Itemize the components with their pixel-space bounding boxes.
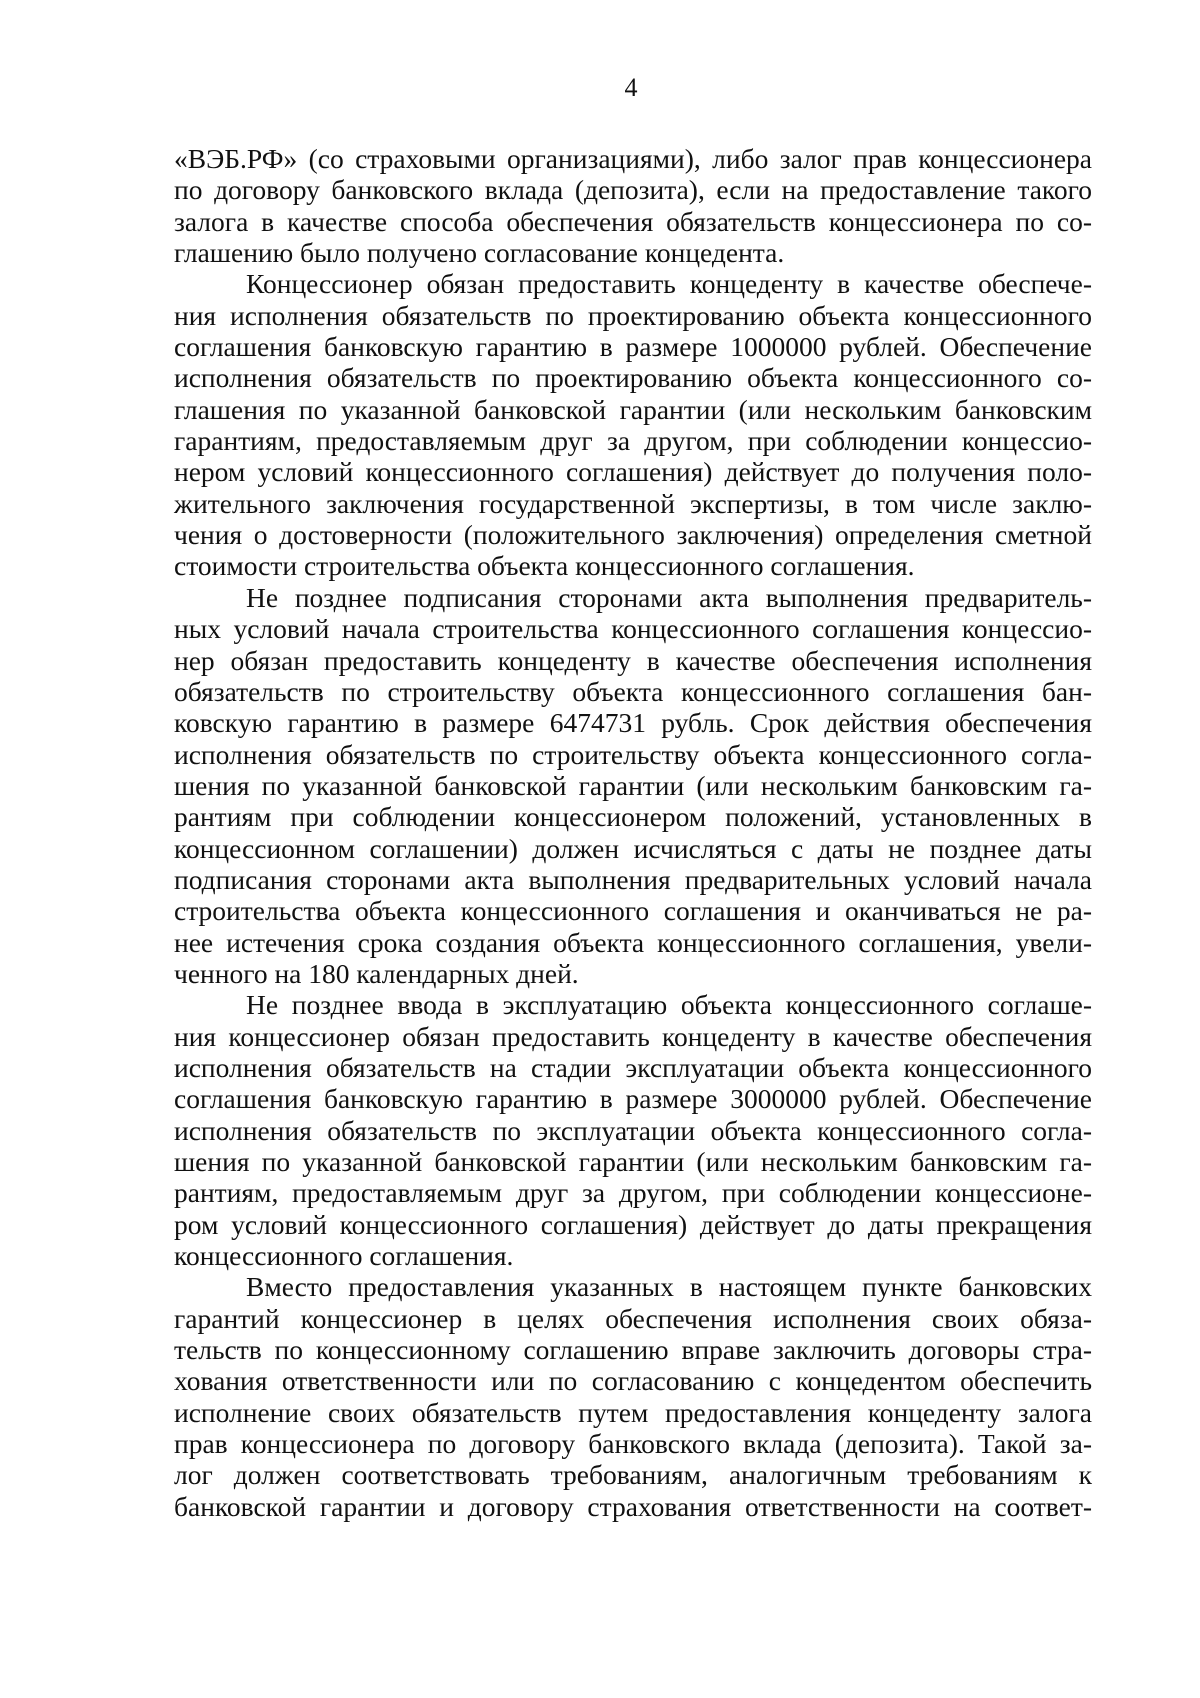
text-line: исполнения обязательств на стадии эксплуатации объекта концессионного [174,1051,1092,1083]
page-number: 4 [624,73,638,102]
text-line: нер обязан предоставить концеденту в качестве обеспечения исполнения [174,644,1092,676]
text-line: исполнения обязательств по эксплуатации объекта концессионного согла- [174,1114,1092,1146]
text-line: обязательств по строительству объекта концессионного соглашения бан- [174,675,1092,707]
text-line: глашения по указанной банковской гарантии (или нескольким банковским [174,393,1092,425]
text-line: исполнения обязательств по строительству объекта концессионного согла- [174,738,1092,770]
text-line: строительства объекта концессионного соглашения и оканчиваться не ра- [174,895,1092,927]
text-line: подписания сторонами акта выполнения предварительных условий начала [174,863,1092,895]
text-line: соглашения банковскую гарантию в размере 3000000 рублей. Обеспечение [174,1083,1092,1115]
paragraph [174,268,1092,581]
text-line: Не позднее подписания сторонами акта выполнения предваритель- [246,581,1092,613]
text-line: нером условий концессионного соглашения) действует до получения поло- [174,456,1092,488]
paragraph [174,989,1092,1271]
text-line: «ВЭБ.РФ» (со страховыми организациями), либо залог прав концессионера [174,143,1092,174]
text-line: исполнения обязательств по проектированию объекта концессионного со- [174,362,1092,394]
paragraph [174,582,1092,989]
text-line: рантиям при соблюдении концессионером положений, установленных в [174,801,1092,833]
text-line: Вместо предоставления указанных в настоящем пункте банковских [246,1271,1092,1303]
text-line: гарантий концессионер в целях обеспечения исполнения своих обяза- [174,1302,1092,1334]
text-line: чения о достоверности (положительного заключения) определения сметной [174,519,1092,551]
text-line: концессионном соглашении) должен исчисляться с даты не позднее даты [174,832,1092,864]
text-line: лог должен соответствовать требованиям, аналогичным требованиям к [174,1459,1092,1491]
text-line: хования ответственности или по согласованию с концедентом обеспечить [174,1365,1092,1397]
text-line: рантиям, предоставляемым друг за другом, при соблюдении концессионе- [174,1177,1092,1209]
paragraph [174,1271,1092,1522]
text-line: ных условий начала строительства концессионного соглашения концессио- [174,613,1092,645]
text-line: соглашения банковскую гарантию в размере 1000000 рублей. Обеспечение [174,331,1092,363]
text-line: жительного заключения государственной экспертизы, в том числе заклю- [174,487,1092,519]
text-line: концессионного соглашения. [174,1240,514,1272]
text-line: стоимости строительства объекта концессионного соглашения. [174,550,915,582]
text-line: прав концессионера по договору банковского вклада (депозита). Такой за- [174,1428,1092,1460]
text-line: ния концессионер обязан предоставить концеденту в качестве обеспечения [174,1020,1092,1052]
text-line: шения по указанной банковской гарантии (или нескольким банковским га- [174,1146,1092,1177]
text-line: исполнение своих обязательств путем предоставления концеденту залога [174,1396,1092,1428]
text-line: глашению было получено согласование концедента. [174,237,785,269]
text-line: банковской гарантии и договору страхования ответственности на соответ- [174,1490,1092,1522]
text-line: ковскую гарантию в размере 6474731 рубль. Срок действия обеспечения [174,707,1092,739]
text-line: гарантиям, предоставляемым друг за другом, при соблюдении концессио- [174,425,1092,457]
text-line: ченного на 180 календарных дней. [174,957,579,989]
text-line: Концессионер обязан предоставить концеденту в качестве обеспече- [246,268,1092,300]
text-line: по договору банковского вклада (депозита), если на предоставление такого [174,174,1092,206]
text-line: ния исполнения обязательств по проектированию объекта концессионного [174,299,1092,331]
text-line: Не позднее ввода в эксплуатацию объекта концессионного соглаше- [246,989,1092,1021]
paragraph [174,143,1092,268]
text-line: залога в качестве способа обеспечения обязательств концессионера по со- [174,205,1092,237]
text-line: шения по указанной банковской гарантии (или нескольким банковским га- [174,769,1092,801]
document-body [174,143,1092,1522]
text-line: тельств по концессионному соглашению вправе заключить договоры стра- [174,1334,1092,1366]
text-line: ром условий концессионного соглашения) действует до даты прекращения [174,1208,1092,1240]
text-line: нее истечения срока создания объекта концессионного соглашения, увели- [174,926,1092,958]
